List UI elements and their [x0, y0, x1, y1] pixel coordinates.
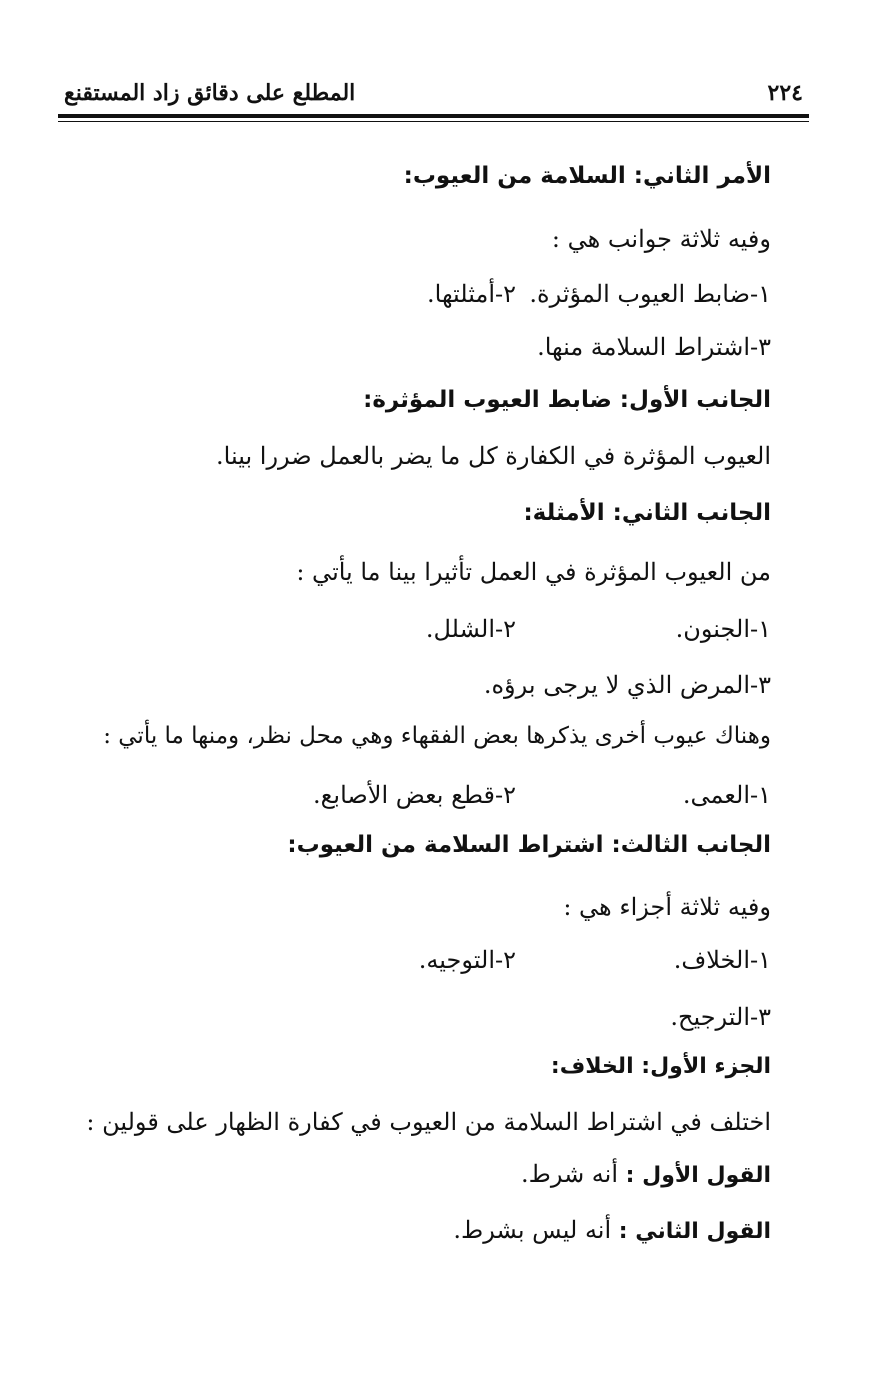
heading-aspect-one: الجانب الأول: ضابط العيوب المؤثرة:	[363, 387, 771, 413]
heading-aspect-three: الجانب الثالث: اشتراط السلامة من العيوب:	[287, 832, 771, 858]
intro-three-aspects: وفيه ثلاثة جوانب هي :	[551, 225, 771, 253]
opinion-one-text: أنه شرط.	[521, 1160, 619, 1188]
examples-item-2: ٢-الشلل.	[425, 615, 516, 643]
intro-three-parts: وفيه ثلاثة أجزاء هي :	[563, 893, 771, 921]
running-header	[58, 78, 809, 110]
aspects-item-1: ١-ضابط العيوب المؤثرة.	[529, 280, 771, 308]
aspects-item-3: ٣-اشتراط السلامة منها.	[537, 333, 771, 361]
book-title: المطلع على دقائق زاد المستقنع	[64, 80, 356, 106]
other-defects-row	[211, 779, 771, 811]
examples-item-3: ٣-المرض الذي لا يرجى برؤه.	[483, 671, 771, 699]
paragraph-defect-rule: العيوب المؤثرة في الكفارة كل ما يضر بالعمل ضررا بينا.	[216, 442, 771, 470]
aspects-item-2: ٢-أمثلتها.	[427, 280, 516, 308]
opinion-two	[453, 1214, 771, 1248]
parts-item-2: ٢-التوجيه.	[418, 946, 516, 974]
header-rule-thick	[58, 114, 809, 118]
opinion-one	[521, 1158, 771, 1192]
other-item-1: ١-العمى.	[682, 781, 771, 809]
aspects-row-1	[211, 278, 771, 310]
paragraph-examples-intro: من العيوب المؤثرة في العمل تأثيرا بينا ما يأتي :	[296, 558, 771, 586]
parts-item-3: ٣-الترجيح.	[670, 1003, 771, 1031]
opinion-two-label: القول الثاني :	[618, 1219, 771, 1244]
header-rule-thin	[58, 121, 809, 122]
opinion-two-text: أنه ليس بشرط.	[453, 1216, 612, 1244]
heading-safety-from-defects: الأمر الثاني: السلامة من العيوب:	[403, 163, 771, 189]
paragraph-other-defects: وهناك عيوب أخرى يذكرها بعض الفقهاء وهي محل نظر، ومنها ما يأتي :	[103, 723, 771, 749]
parts-row-1	[211, 944, 771, 976]
parts-item-1: ١-الخلاف.	[673, 946, 771, 974]
paragraph-disagreement: اختلف في اشتراط السلامة من العيوب في كفارة الظهار على قولين :	[86, 1108, 771, 1136]
page-number: ٢٢٤	[767, 80, 803, 106]
heading-aspect-two: الجانب الثاني: الأمثلة:	[523, 500, 771, 526]
examples-row-1	[211, 613, 771, 645]
opinion-one-label: القول الأول :	[625, 1163, 771, 1188]
other-item-2: ٢-قطع بعض الأصابع.	[313, 781, 516, 809]
heading-part-one: الجزء الأول: الخلاف:	[550, 1054, 771, 1079]
examples-item-1: ١-الجنون.	[675, 615, 771, 643]
